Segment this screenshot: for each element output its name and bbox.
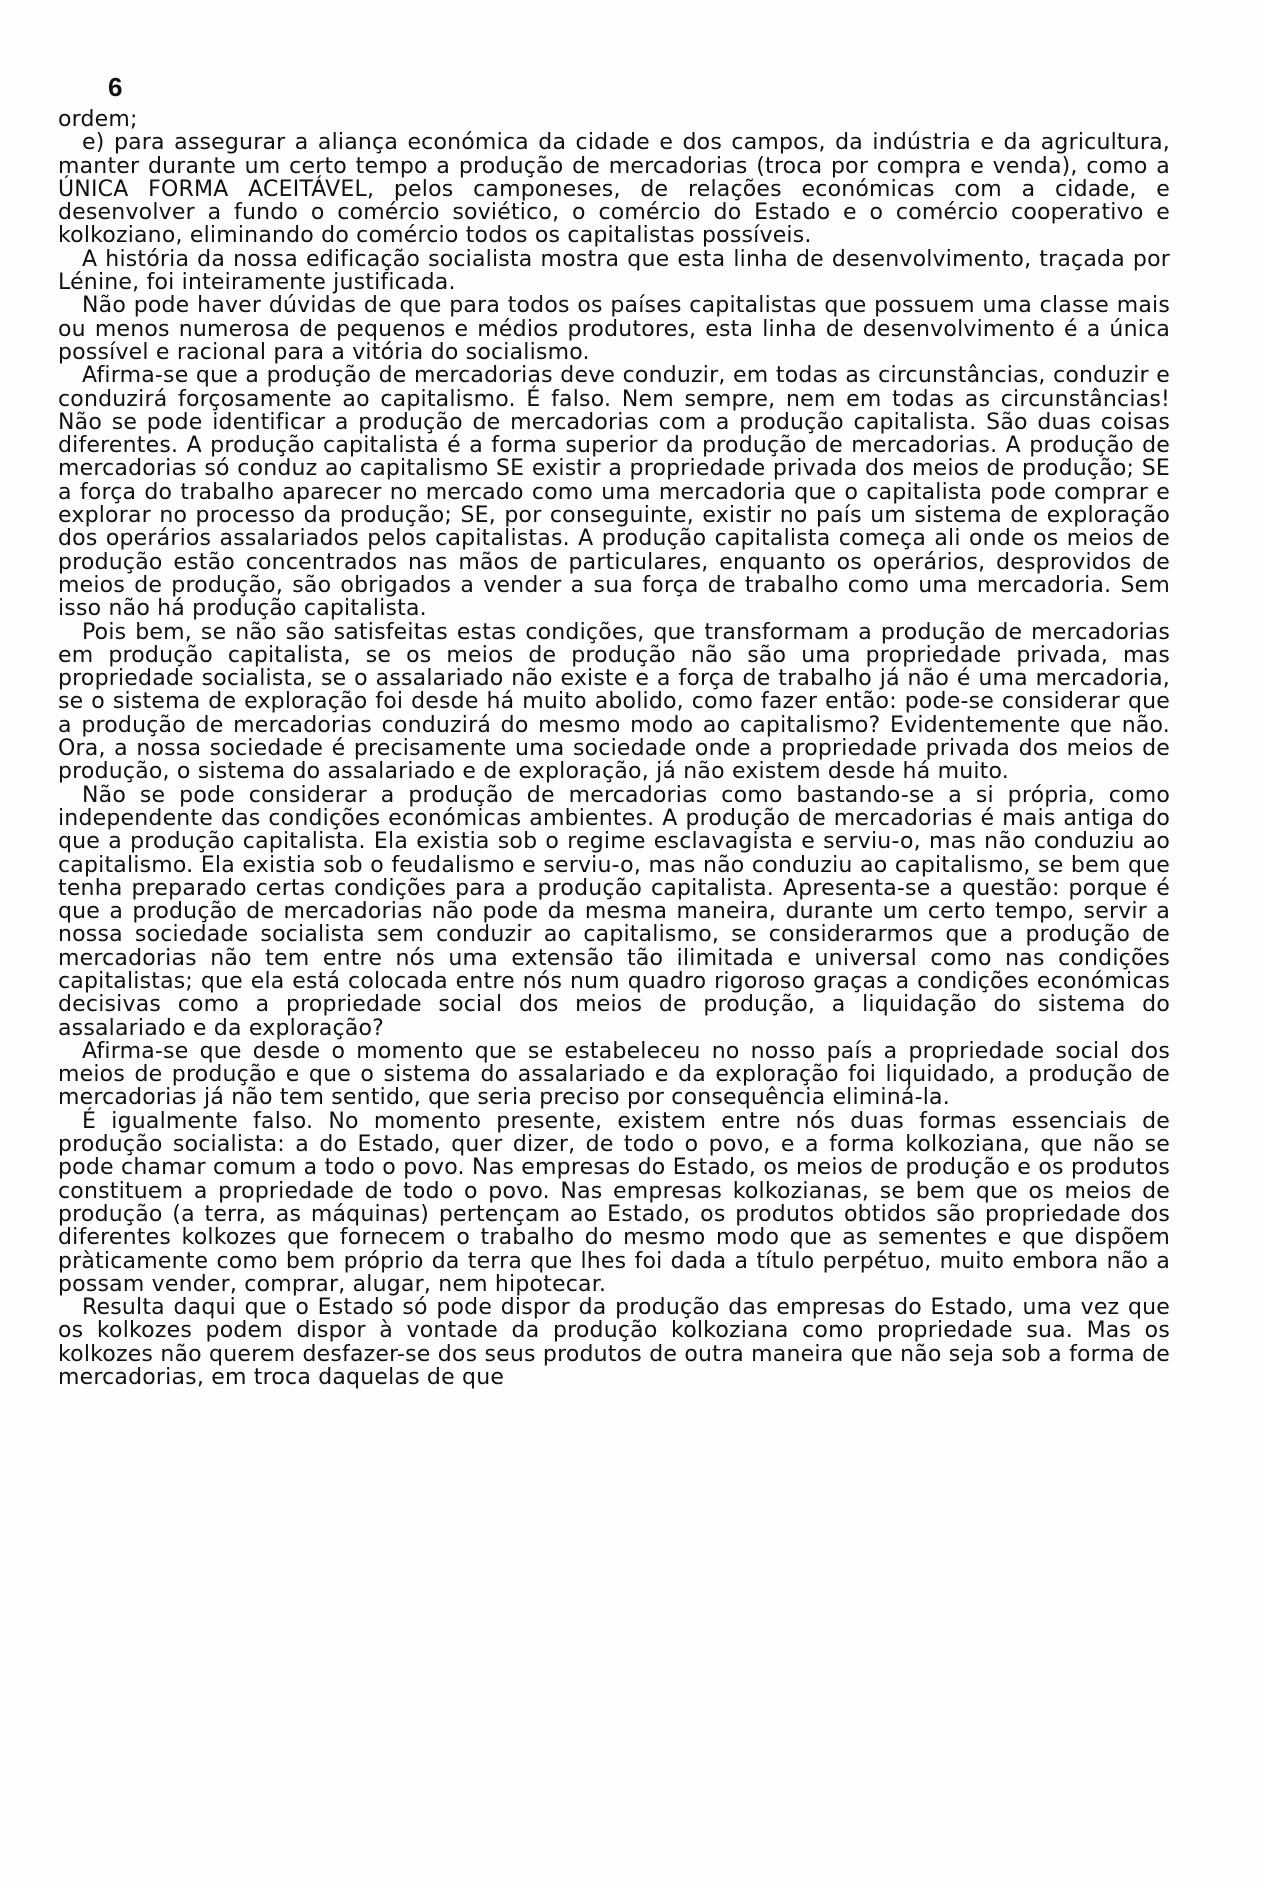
- paragraph: Afirma-se que a produção de mercadorias deve conduzir, em todas as circunstâncias, conduzir e conduzirá forçosamente ao capitalismo. É falso. Nem sempre, nem em todas as circunstâncias! Não se pode identificar a produção de mercadorias com a produção capitalista. São duas coisas diferentes. A produção capitalista é a forma superior da produção de mercadorias. A produção de mercadorias só conduz ao capitalismo SE existir a propriedade privada dos meios de produção; SE a força do trabalho aparecer no mercado como uma mercadoria que o capitalista pode comprar e explorar no processo da produção; SE, por conseguinte, existir no país um sistema de exploração dos operários assalariados pelos capitalistas. A produção capitalista começa ali onde os meios de produção estão concentrados nas mãos de particulares, enquanto os operários, desprovidos de meios de produção, são obrigados a vender a sua força de trabalho como uma mercadoria. Sem isso não há produção capitalista.: [58, 363, 1170, 622]
- paragraph: A história da nossa edificação socialista mostra que esta linha de desenvolvimento, traçada por Lénine, foi inteiramente justificada.: [58, 246, 1170, 296]
- paragraph: Afirma-se que desde o momento que se estabeleceu no nosso país a propriedade social dos meios de produção e que o sistema do assalariado e da exploração foi liquidado, a produção de mercadorias já não tem sentido, que seria preciso por consequência eliminá-la.: [58, 1038, 1170, 1111]
- paragraph: Não se pode considerar a produção de mercadorias como bastando-se a si própria, como independente das condições económicas ambientes. A produção de mercadorias é mais antiga do que a produção capitalista. Ela existia sob o regime esclavagista e serviu-o, mas não conduziu ao capitalismo. Ela existia sob o feudalismo e serviu-o, mas não conduziu ao capitalismo, se bem que tenha preparado certas condições para a produção capitalista. Apresenta-se a questão: porque é que a produção de mercadorias não pode da mesma maneira, durante um certo tempo, servir a nossa sociedade socialista sem conduzir ao capitalismo, se considerarmos que a produção de mercadorias não tem entre nós uma extensão tão ilimitada e universal como nas condições capitalistas; que ela está colocada entre nós num quadro rigoroso graças a condições económicas decisivas como a propriedade social dos meios de produção, a liquidação do sistema do assalariado e da exploração?: [58, 782, 1170, 1041]
- paragraph: ordem;: [58, 107, 138, 132]
- paragraph: Resulta daqui que o Estado só pode dispor da produção das empresas do Estado, uma vez que os kolkozes podem dispor à vontade da produção kolkoziana como propriedade sua. Mas os kolkozes não querem desfazer-se dos seus produtos de outra maneira que não seja sob a forma de mercadorias, em troca daquelas de que: [58, 1295, 1170, 1391]
- paragraph: É igualmente falso. No momento presente, existem entre nós duas formas essenciais de produção socialista: a do Estado, quer dizer, de todo o povo, e a forma kolkoziana, que não se pode chamar comum a todo o povo. Nas empresas do Estado, os meios de produção e os produtos constituem a propriedade de todo o povo. Nas empresas kolkozianas, se bem que os meios de produção (a terra, as máquinas) pertençam ao Estado, os produtos obtidos são propriedade dos diferentes kolkozes que fornecem o trabalho do mesmo modo que as sementes e que dispõem pràticamente como bem próprio da terra que lhes foi dada a título perpétuo, muito embora não a possam vender, comprar, alugar, nem hipotecar.: [58, 1108, 1170, 1297]
- paragraph: Pois bem, se não são satisfeitas estas condições, que transformam a produção de mercadorias em produção capitalista, se os meios de produção não são uma propriedade privada, mas propriedade socialista, se o assalariado não existe e a força de trabalho já não é uma mercadoria, se o sistema de exploração foi desde há muito abolido, como fazer então: pode-se considerar que a produção de mercadorias conduzirá do mesmo modo ao capitalismo? Evidentemente que não. Ora, a nossa sociedade é precisamente uma sociedade onde a propriedade privada dos meios de produção, o sistema do assalariado e de exploração, já não existem desde há muito.: [58, 619, 1170, 785]
- body-text: [58, 108, 1170, 1389]
- page-number: 6: [108, 72, 123, 102]
- paragraph: e) para assegurar a aliança económica da cidade e dos campos, da indústria e da agricultura, manter durante um certo tempo a produção de mercadorias (troca por compra e venda), como a ÚNICA FORMA ACEITÁVEL, pelos camponeses, de relações económicas com a cidade, e desenvolver a fundo o comércio soviético, o comércio do Estado e o comércio cooperativo e kolkoziano, eliminando do comércio todos os capitalistas possíveis.: [58, 130, 1170, 249]
- paragraph: Não pode haver dúvidas de que para todos os países capitalistas que possuem uma classe mais ou menos numerosa de pequenos e médios produtores, esta linha de desenvolvimento é a única possível e racional para a vitória do socialismo.: [58, 293, 1170, 365]
